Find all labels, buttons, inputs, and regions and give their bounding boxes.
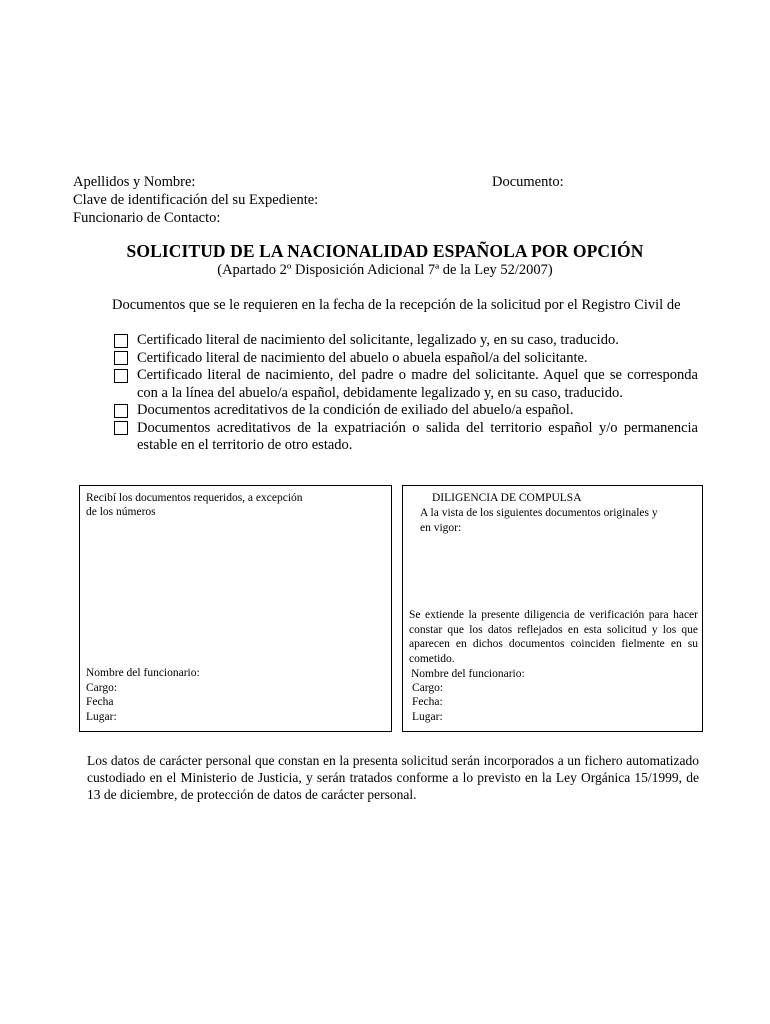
document-item-label: Documentos acreditativos de la condición de exiliado del abuelo/a español. xyxy=(137,402,574,418)
receipt-nombre-label: Nombre del funcionario: xyxy=(86,667,200,679)
clave-expediente-label: Clave de identificación del su Expediente: xyxy=(73,192,319,208)
receipt-cargo-label: Cargo: xyxy=(86,682,118,694)
compulsa-nombre-label: Nombre del funcionario: xyxy=(411,668,525,680)
privacy-notice: Los datos de carácter personal que constan en la presenta solicitud serán incorporados a un fichero automatizado custodiado en el Ministerio de Justicia, y serán tratados conforme a lo previsto en la Ley Orgánica 15/1999, de 13 de diciembre, de protección de datos de carácter personal. xyxy=(87,753,699,802)
receipt-fecha-label: Fecha xyxy=(86,696,114,708)
requirements-intro: Documentos que se le requieren en la fecha de la recepción de la solicitud por el Registro Civil de xyxy=(112,297,681,313)
document-checkbox[interactable] xyxy=(114,369,128,383)
receipt-line-2: de los números xyxy=(86,506,156,518)
compulsa-lugar-label: Lugar: xyxy=(412,711,443,723)
document-checkbox[interactable] xyxy=(114,351,128,365)
compulsa-heading: DILIGENCIA DE COMPULSA xyxy=(432,492,582,504)
documents-checklist xyxy=(114,332,698,455)
compulsa-cargo-label: Cargo: xyxy=(412,682,444,694)
document-item-label: Documentos acreditativos de la expatriación o salida del territorio español y/o permanencia estable en el territorio de otro estado. xyxy=(137,419,698,453)
receipt-line-1: Recibí los documentos requeridos, a excepción xyxy=(86,492,303,504)
document-item xyxy=(114,420,698,455)
compulsa-box xyxy=(402,485,703,732)
document-item-label: Certificado literal de nacimiento del abuelo o abuela español/a del solicitante. xyxy=(137,349,588,366)
compulsa-line-1: A la vista de los siguientes documentos originales y xyxy=(420,507,658,519)
compulsa-verification-text: Se extiende la presente diligencia de verificación para hacer constar que los datos reflejados en esta solicitud y los que aparecen en dichos documentos coinciden fielmente en su cometido. xyxy=(409,609,698,665)
funcionario-contacto-label: Funcionario de Contacto: xyxy=(73,210,221,226)
compulsa-line-2: en vigor: xyxy=(420,522,462,534)
receipt-box xyxy=(79,485,392,732)
document-subtitle: (Apartado 2º Disposición Adicional 7ª de la Ley 52/2007) xyxy=(217,262,553,278)
document-item xyxy=(114,367,698,402)
documento-label: Documento: xyxy=(492,174,564,190)
document-item-label: Certificado literal de nacimiento del solicitante, legalizado y, en su caso, traducido. xyxy=(137,332,619,348)
document-checkbox[interactable] xyxy=(114,404,128,418)
document-checkbox[interactable] xyxy=(114,334,128,348)
receipt-lugar-label: Lugar: xyxy=(86,711,117,723)
document-item-label: Certificado literal de nacimiento, del padre o madre del solicitante. Aquel que se corresponda con a la línea del abuelo/a español, debidamente legalizado y, en su caso, traducido. xyxy=(137,367,698,401)
apellidos-label: Apellidos y Nombre: xyxy=(73,174,196,190)
document-item xyxy=(114,332,698,350)
document-item xyxy=(114,402,698,420)
compulsa-fecha-label: Fecha: xyxy=(412,696,443,708)
document-checkbox[interactable] xyxy=(114,421,128,435)
document-title: SOLICITUD DE LA NACIONALIDAD ESPAÑOLA POR OPCIÓN xyxy=(126,241,644,261)
document-item xyxy=(114,350,698,368)
